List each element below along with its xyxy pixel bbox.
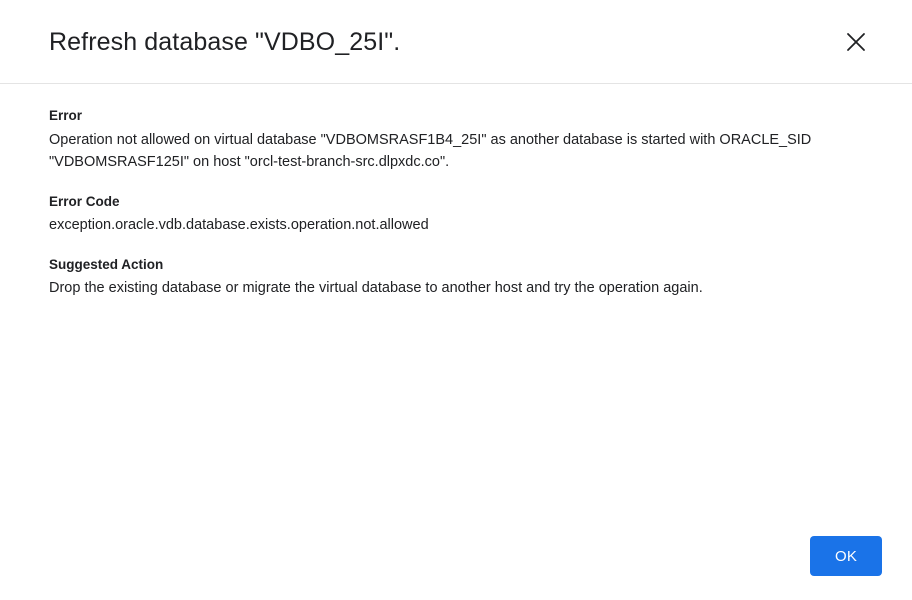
error-message: Operation not allowed on virtual database "VDBOMSRASF1B4_25I" as another database is started with ORACLE_SID "VDBOMSRASF125I" on host "orcl-test-branch-src.dlpxdc.co". [49,131,812,171]
error-label: Error [49,108,83,123]
ok-button[interactable]: OK [810,536,882,576]
dialog-footer [0,536,912,600]
close-button[interactable] [834,20,878,64]
error-section [49,106,882,174]
suggested-action-label: Suggested Action [49,256,164,272]
suggested-action-text: Drop the existing database or migrate the virtual database to another host and try the operation again. [49,280,703,297]
dialog-body [0,84,912,536]
error-code-label: Error Code [49,193,120,209]
error-code-section [49,192,882,237]
dialog-header [0,0,912,84]
error-code-value: exception.oracle.vdb.database.exists.operation.not.allowed [49,217,429,234]
close-icon [844,30,868,54]
page-title: Refresh database "VDBO_25I". [49,27,401,56]
suggested-action-section [49,255,882,300]
